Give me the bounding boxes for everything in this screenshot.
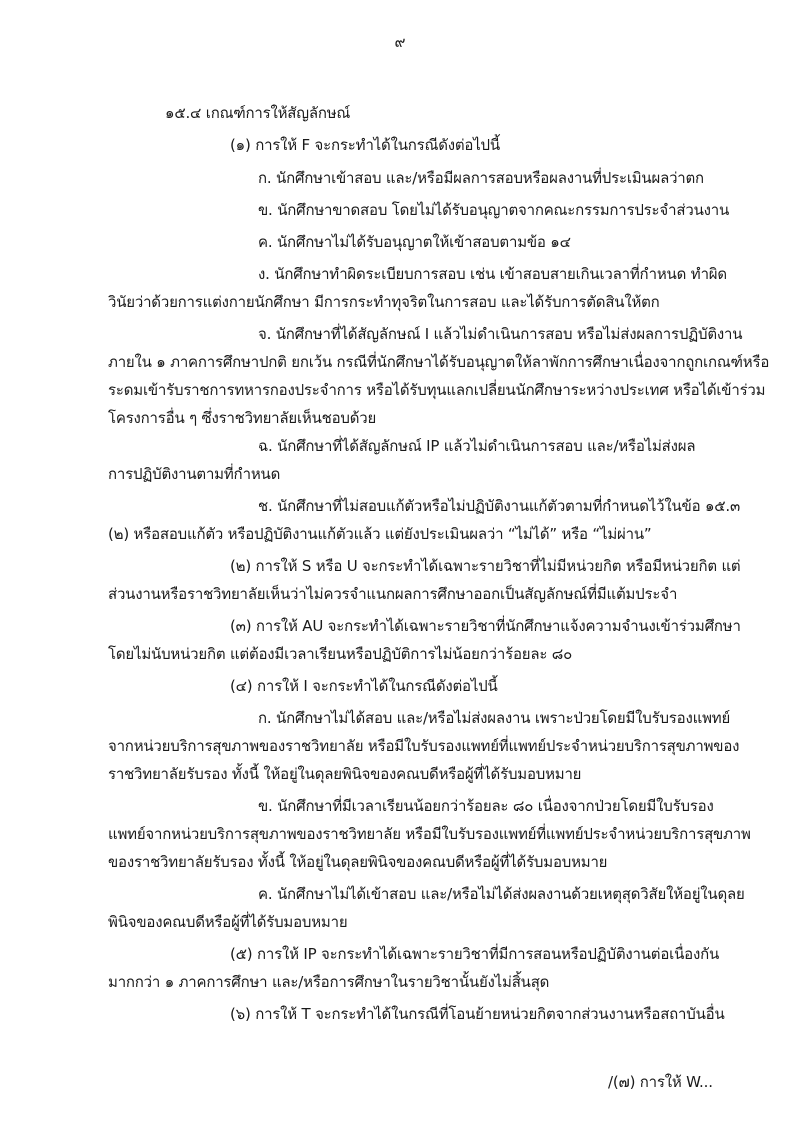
clause-1-item-e-cont: โครงการอื่น ๆ ซึ่งราชวิทยาลัยเห็นชอบด้วย bbox=[108, 409, 377, 427]
clause-4-item-b-cont: ของราชวิทยาลัยรับรอง ทั้งนี้ ให้อยู่ในดุลยพินิจของคณบดีหรือผู้ที่ได้รับมอบหมาย bbox=[108, 853, 608, 871]
clause-1-item-e-cont: ระดมเข้ารับราชการทหารกองประจำการ หรือได้รับทุนแลกเปลี่ยนนักศึกษาระหว่างประเทศ หรือได้เข้าร่วม bbox=[108, 381, 766, 399]
clause-1-item-f-cont: การปฏิบัติงานตามที่กำหนด bbox=[108, 465, 281, 483]
clause-5-cont: มากกว่า ๑ ภาคการศึกษา และ/หรือการศึกษาในรายวิชานั้นยังไม่สิ้นสุด bbox=[108, 973, 550, 991]
clause-1-item-d-cont: วินัยว่าด้วยการแต่งกายนักศึกษา มีการกระทำทุจริตในการสอบ และได้รับการตัดสินให้ตก bbox=[108, 293, 660, 311]
clause-5: (๕) การให้ IP จะกระทำได้เฉพาะรายวิชาที่มีการสอนหรือปฏิบัติงานต่อเนื่องกัน bbox=[230, 945, 720, 963]
clause-4-item-b: ข. นักศึกษาที่มีเวลาเรียนน้อยกว่าร้อยละ ๘๐ เนื่องจากป่วยโดยมีใบรับรอง bbox=[258, 797, 714, 815]
clause-4-item-b-cont: แพทย์จากหน่วยบริการสุขภาพของราชวิทยาลัย หรือมีใบรับรองแพทย์ที่แพทย์ประจำหน่วยบริการสุขภาพ bbox=[108, 825, 751, 843]
clause-1-item-e-cont: ภายใน ๑ ภาคการศึกษาปกติ ยกเว้น กรณีที่นักศึกษาได้รับอนุญาตให้ลาพักการศึกษาเนื่องจากถูกเกณฑ์หรือ bbox=[108, 353, 770, 371]
clause-4-item-c-cont: พินิจของคณบดีหรือผู้ที่ได้รับมอบหมาย bbox=[108, 913, 348, 931]
clause-3: (๓) การให้ AU จะกระทำได้เฉพาะรายวิชาที่นักศึกษาแจ้งความจำนงเข้าร่วมศึกษา bbox=[230, 617, 741, 635]
clause-4-heading: (๔) การให้ I จะกระทำได้ในกรณีดังต่อไปนี้ bbox=[230, 677, 498, 695]
clause-1-item-g-cont: (๒) หรือสอบแก้ตัว หรือปฏิบัติงานแก้ตัวแล้ว แต่ยังประเมินผลว่า “ไม่ได้” หรือ “ไม่ผ่าน” bbox=[108, 525, 652, 543]
clause-6: (๖) การให้ T จะกระทำได้ในกรณีที่โอนย้ายหน่วยกิตจากส่วนงานหรือสถาบันอื่น bbox=[230, 1005, 725, 1023]
clause-3-cont: โดยไม่นับหน่วยกิต แต่ต้องมีเวลาเรียนหรือปฏิบัติการไม่น้อยกว่าร้อยละ ๘๐ bbox=[108, 645, 573, 663]
clause-4-item-a: ก. นักศึกษาไม่ได้สอบ และ/หรือไม่ส่งผลงาน เพราะป่วยโดยมีใบรับรองแพทย์ bbox=[258, 709, 731, 727]
clause-4-item-a-cont: ราชวิทยาลัยรับรอง ทั้งนี้ ให้อยู่ในดุลยพินิจของคณบดีหรือผู้ที่ได้รับมอบหมาย bbox=[108, 765, 582, 783]
clause-1-item-e: จ. นักศึกษาที่ได้สัญลักษณ์ I แล้วไม่ดำเนินการสอบ หรือไม่ส่งผลการปฏิบัติงาน bbox=[258, 325, 743, 343]
clause-1-item-c: ค. นักศึกษาไม่ได้รับอนุญาตให้เข้าสอบตามข้อ ๑๔ bbox=[258, 233, 571, 251]
clause-2-cont: ส่วนงานหรือราชวิทยาลัยเห็นว่าไม่ควรจำแนกผลการศึกษาออกเป็นสัญลักษณ์ที่มีแต้มประจำ bbox=[108, 585, 678, 603]
clause-1-item-d: ง. นักศึกษาทำผิดระเบียบการสอบ เช่น เข้าสอบสายเกินเวลาที่กำหนด ทำผิด bbox=[258, 265, 727, 283]
clause-2: (๒) การให้ S หรือ U จะกระทำได้เฉพาะรายวิชาที่ไม่มีหน่วยกิต หรือมีหน่วยกิต แต่ bbox=[230, 557, 741, 575]
clause-1-item-a: ก. นักศึกษาเข้าสอบ และ/หรือมีผลการสอบหรือผลงานที่ประเมินผลว่าตก bbox=[258, 169, 704, 187]
continuation-note: /(๗) การให้ W... bbox=[608, 1073, 713, 1091]
page-number: ๙ bbox=[394, 33, 406, 51]
clause-1-item-g: ช. นักศึกษาที่ไม่สอบแก้ตัวหรือไม่ปฏิบัติงานแก้ตัวตามที่กำหนดไว้ในข้อ ๑๕.๓ bbox=[258, 497, 741, 515]
section-heading: ๑๕.๔ เกณฑ์การให้สัญลักษณ์ bbox=[165, 104, 351, 122]
clause-4-item-a-cont: จากหน่วยบริการสุขภาพของราชวิทยาลัย หรือมีใบรับรองแพทย์ที่แพทย์ประจำหน่วยบริการสุขภาพของ bbox=[108, 737, 740, 755]
clause-1-item-f: ฉ. นักศึกษาที่ได้สัญลักษณ์ IP แล้วไม่ดำเนินการสอบ และ/หรือไม่ส่งผล bbox=[258, 437, 696, 455]
clause-1-heading: (๑) การให้ F จะกระทำได้ในกรณีดังต่อไปนี้ bbox=[230, 136, 500, 154]
clause-1-item-b: ข. นักศึกษาขาดสอบ โดยไม่ได้รับอนุญาตจากคณะกรรมการประจำส่วนงาน bbox=[258, 201, 730, 219]
clause-4-item-c: ค. นักศึกษาไม่ได้เข้าสอบ และ/หรือไม่ได้ส่งผลงานด้วยเหตุสุดวิสัยให้อยู่ในดุลย bbox=[258, 885, 745, 903]
